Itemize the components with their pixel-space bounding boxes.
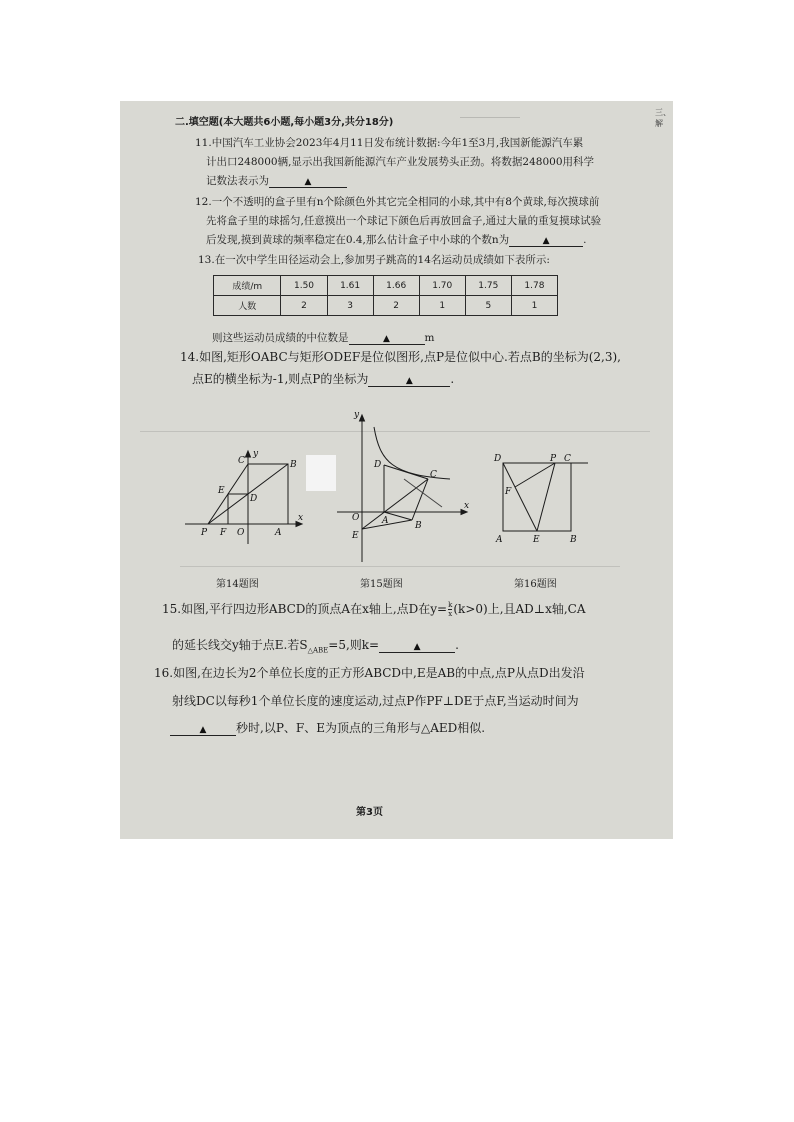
q12-answer-blank[interactable] <box>509 235 583 247</box>
q11-answer-blank[interactable] <box>269 176 347 188</box>
q11-line3 <box>206 176 347 188</box>
q14-line2-end: . <box>450 372 455 386</box>
q11-line3-text: 记数法表示为 <box>206 175 269 187</box>
fig16-square-ABCD <box>503 463 571 531</box>
fig16-line-DE <box>503 463 537 531</box>
fig16-caption: 第16题图 <box>514 579 557 590</box>
q13-answer-unit: m <box>424 332 435 344</box>
q13-answer-text: 则这些运动员成绩的中位数是 <box>212 332 349 344</box>
fig14-y-arrow <box>246 451 251 457</box>
fig15-label-A: A <box>382 516 389 526</box>
q11-line2: 计出口248000辆,显示出我国新能源汽车产业发展势头正劲。将数据248000用科学 <box>206 156 595 168</box>
table-cell: 1.61 <box>327 276 373 296</box>
q12-line3 <box>206 235 586 247</box>
fraction-denominator: x <box>448 610 453 618</box>
fig15-label-E: E <box>352 531 359 541</box>
table-cell: 2 <box>373 296 419 316</box>
fig16-label-F: F <box>505 487 512 497</box>
fig14-label-x: x <box>298 513 304 523</box>
q16-line2: 射线DC以每秒1个单位长度的速度运动,过点P作PF⊥DE于点F,当运动时间为 <box>172 694 579 708</box>
figure-14-diagram <box>180 446 310 546</box>
q15-line2-text: 的延长线交y轴于点E.若S <box>172 638 308 652</box>
fig14-label-B: B <box>290 460 297 470</box>
q14-answer-blank[interactable] <box>368 373 450 387</box>
q15-line2-end: . <box>455 638 459 652</box>
q16-line3-text: 秒时,以P、F、E为顶点的三角形与△AED相似. <box>236 721 486 735</box>
fig14-label-C: C <box>238 456 245 466</box>
fig15-hyperbola <box>374 427 450 479</box>
fig14-label-D: D <box>250 494 258 504</box>
fig14-label-E: E <box>218 486 225 496</box>
fig14-label-y: y <box>253 449 259 459</box>
fig15-y-arrow <box>360 415 365 421</box>
fig15-label-O: O <box>352 513 360 523</box>
q15-fraction <box>448 601 452 618</box>
table-cell: 1 <box>511 296 557 316</box>
q15-line2-mid: =5,则k= <box>328 638 380 652</box>
table-cell: 1.66 <box>373 276 419 296</box>
fig15-label-x: x <box>464 501 470 511</box>
fig16-line-PF <box>515 463 555 487</box>
fig14-label-P: P <box>201 528 208 538</box>
table-header-cell: 人数 <box>214 296 281 316</box>
blank-marker-icon: ▲ <box>199 725 207 735</box>
fig14-label-F: F <box>220 528 227 538</box>
fig15-caption: 第15题图 <box>360 579 403 590</box>
q13-intro: 13.在一次中学生田径运动会上,参加男子跳高的14名运动员成绩如下表所示: <box>198 254 550 266</box>
q16-answer-blank[interactable] <box>170 722 236 736</box>
table-row <box>214 296 558 316</box>
table-cell: 3 <box>327 296 373 316</box>
fig15-line-DC <box>384 465 428 479</box>
table-row <box>214 276 558 296</box>
table-header-cell: 成绩/m <box>214 276 281 296</box>
q14-line2 <box>192 373 454 387</box>
table-cell: 1.78 <box>511 276 557 296</box>
figure-16-diagram <box>488 451 598 549</box>
q16-line1: 16.如图,在边长为2个单位长度的正方形ABCD中,E是AB的中点,点P从点D出发沿 <box>154 666 585 680</box>
fig16-label-B: B <box>570 535 577 545</box>
blank-marker-icon: ▲ <box>304 177 312 187</box>
show-through-mark <box>460 107 520 118</box>
fig14-label-A: A <box>275 528 282 538</box>
blank-marker-icon: ▲ <box>383 334 390 344</box>
fig16-line-PE <box>537 463 555 531</box>
q15-area-subscript: △ABE <box>307 646 329 655</box>
q14-line1: 14.如图,矩形OABC与矩形ODEF是位似图形,点P是位似中心.若点B的坐标为(2,3), <box>180 350 621 364</box>
fig14-caption: 第14题图 <box>216 579 259 590</box>
figure-15-diagram <box>332 407 472 567</box>
q13-answer-line <box>212 333 434 345</box>
fig16-label-C: C <box>564 454 571 464</box>
table-cell: 2 <box>281 296 327 316</box>
table-cell: 1 <box>419 296 465 316</box>
blank-marker-icon: ▲ <box>413 642 421 652</box>
q15-line2 <box>172 639 459 654</box>
fig16-label-A: A <box>496 535 503 545</box>
table-cell: 1.75 <box>465 276 511 296</box>
q12-line3-end: . <box>583 234 587 246</box>
fig14-label-O: O <box>237 528 245 538</box>
q12-line2: 先将盒子里的球摇匀,任意摸出一个球记下颜色后再放回盒子,通过大量的重复摸球试验 <box>206 215 602 227</box>
edge-note: 三、解 <box>655 108 671 128</box>
q15-line1-rest: (k>0)上,且AD⊥x轴,CA <box>453 602 586 616</box>
fraction-numerator: k <box>448 601 453 609</box>
q14-line2-text: 点E的横坐标为-1,则点P的坐标为 <box>192 372 369 386</box>
q15-answer-blank[interactable] <box>379 639 455 653</box>
fig16-label-E: E <box>533 535 540 545</box>
fig15-label-C: C <box>430 470 437 480</box>
fig15-label-y: y <box>354 410 360 420</box>
q15-line1-text: 15.如图,平行四边形ABCD的顶点A在x轴上,点D在y= <box>162 602 448 616</box>
q11-line1: 11.中国汽车工业协会2023年4月11日发布统计数据:今年1至3月,我国新能源汽车累 <box>195 137 584 149</box>
q13-answer-blank[interactable] <box>349 333 425 345</box>
page-number: 第3页 <box>356 807 383 818</box>
fig16-label-P: P <box>550 454 557 464</box>
table-cell: 1.70 <box>419 276 465 296</box>
q12-line3-text: 后发现,摸到黄球的频率稳定在0.4,那么估计盒子中小球的个数n为 <box>206 234 510 246</box>
q13-score-table <box>213 275 558 316</box>
table-cell: 1.50 <box>281 276 327 296</box>
section-title: 二.填空题(本大题共6小题,每小题3分,共分18分) <box>175 117 394 128</box>
exam-page-photo <box>120 101 673 839</box>
q15-line1 <box>162 601 586 618</box>
fig15-label-B: B <box>415 521 422 531</box>
blank-marker-icon: ▲ <box>542 236 550 246</box>
fig14-rect-ODEF <box>228 494 248 524</box>
fig16-label-D: D <box>494 454 502 464</box>
table-cell: 5 <box>465 296 511 316</box>
fig15-label-D: D <box>374 460 382 470</box>
q16-line3 <box>170 722 485 736</box>
blank-marker-icon: ▲ <box>405 376 413 386</box>
q12-line1: 12.一个不透明的盒子里有n个除颜色外其它完全相同的小球,其中有8个黄球,每次摸球前 <box>195 196 600 208</box>
